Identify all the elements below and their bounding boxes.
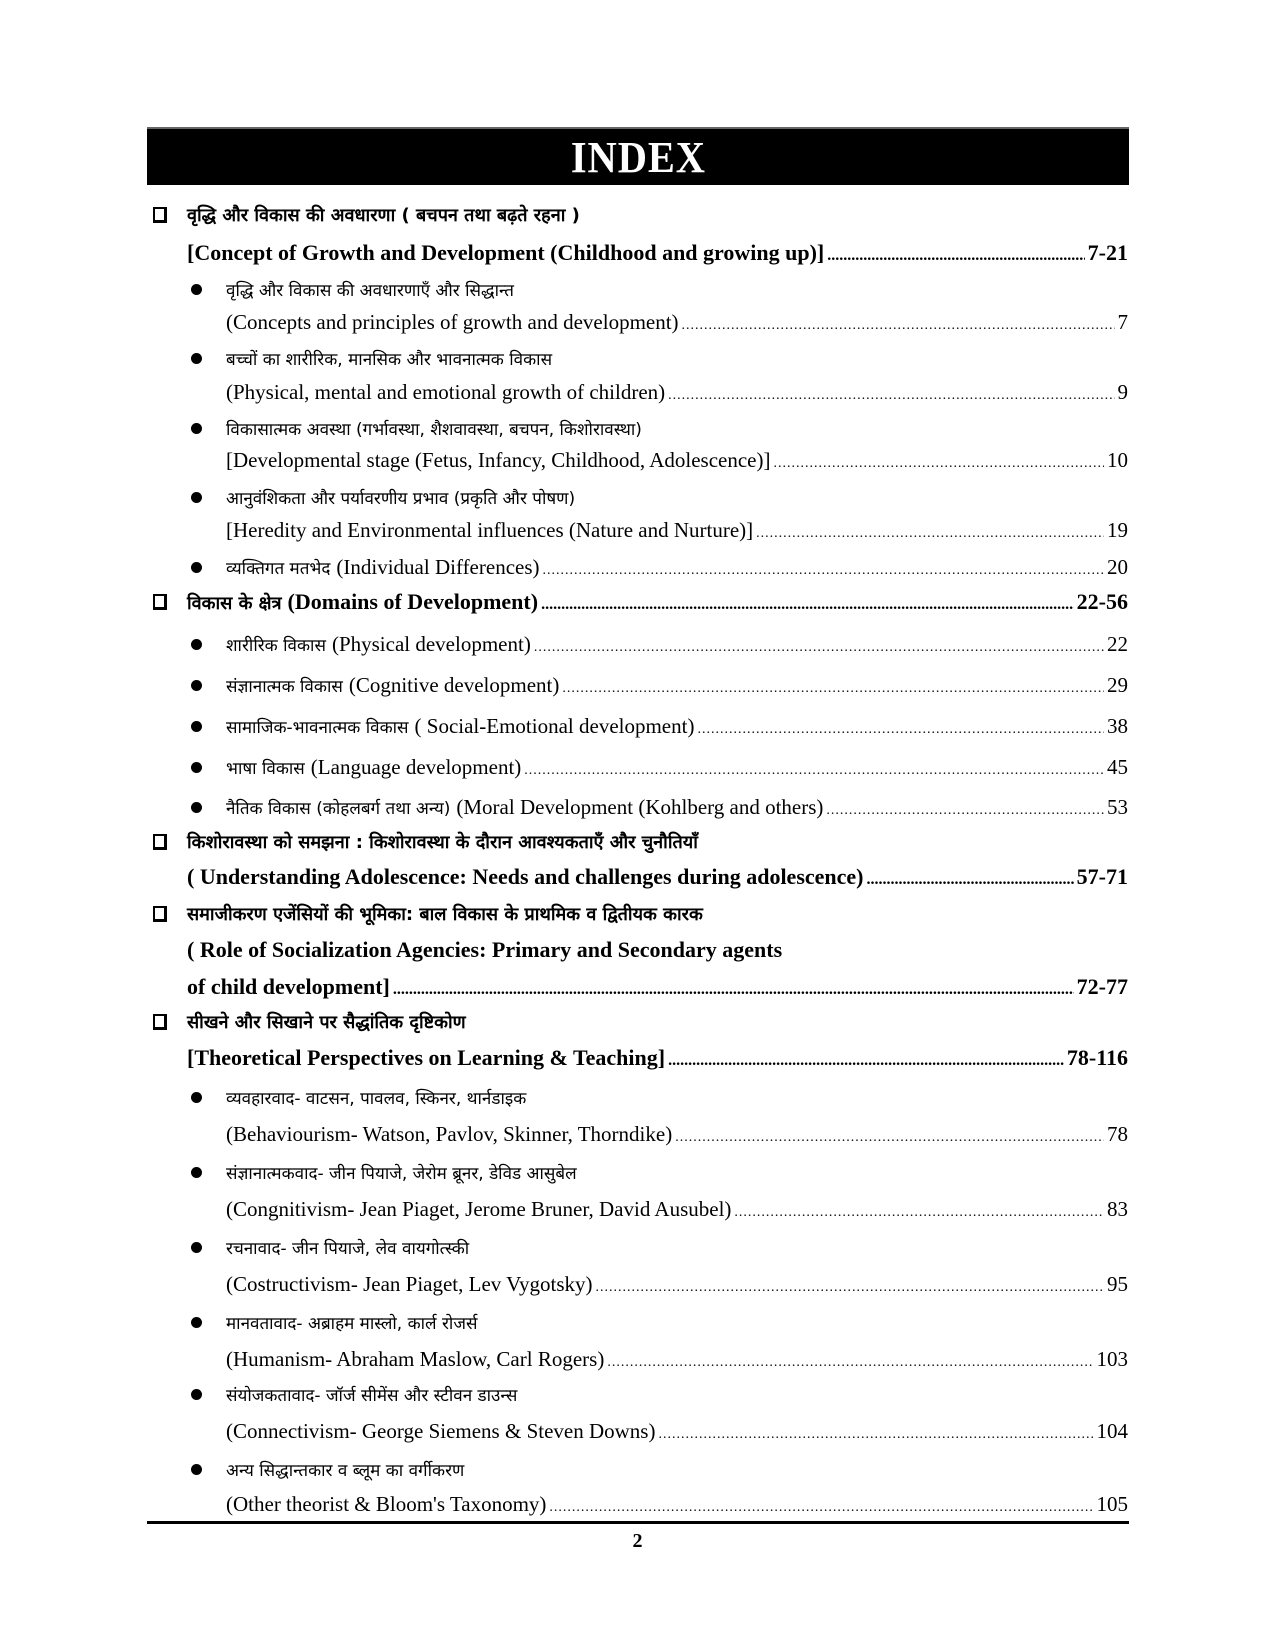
bullet-dot-icon [191, 353, 202, 364]
item-title: (Moral Development (Kohlberg and others) [456, 794, 824, 819]
dot-leader [596, 1280, 1105, 1296]
item-hindi-text: आनुवंशिकता और पर्यावरणीय प्रभाव (प्रकृति और पोषण) [226, 488, 576, 509]
list-item[interactable] [0, 668, 1275, 702]
dot-leader [675, 1130, 1104, 1146]
page-number: 29 [1107, 672, 1128, 697]
dot-leader [534, 640, 1104, 656]
item-hindi-text: व्यवहारवाद- वाटसन, पावलव, स्किनर, थार्नडाइक [226, 1088, 527, 1109]
item-hindi [0, 1452, 1275, 1486]
item-hindi [0, 341, 1275, 375]
page-number: 105 [1096, 1491, 1128, 1516]
list-item[interactable] [0, 1487, 1275, 1521]
bullet-dot-icon [191, 1389, 202, 1400]
item-hindi-text: सामाजिक-भावनात्मक विकास [226, 717, 409, 738]
page-range: 7-21 [1087, 240, 1128, 265]
page-number: 103 [1096, 1346, 1128, 1371]
dot-leader [867, 871, 1074, 889]
checkbox-square-icon [153, 834, 167, 850]
section-entry[interactable] [0, 1041, 1275, 1075]
dot-leader [668, 1052, 1064, 1070]
section-entry[interactable] [0, 860, 1275, 894]
list-item[interactable] [0, 709, 1275, 743]
section-title: (Domains of Development) [287, 589, 539, 614]
item-hindi [0, 1230, 1275, 1264]
bullet-dot-icon [191, 562, 202, 573]
dot-leader [549, 1500, 1093, 1516]
bullet-dot-icon [191, 1092, 202, 1103]
item-title: (Costructivism- Jean Piaget, Lev Vygotsky) [226, 1271, 593, 1296]
page-number: 19 [1107, 517, 1128, 542]
item-hindi-text: अन्य सिद्धान्तकार व ब्लूम का वर्गीकरण [226, 1460, 465, 1481]
item-hindi [0, 411, 1275, 445]
dot-leader [668, 388, 1114, 404]
bullet-dot-icon [191, 423, 202, 434]
item-hindi [0, 480, 1275, 514]
dot-leader [826, 803, 1104, 819]
dot-leader [682, 318, 1115, 334]
list-item[interactable] [0, 1192, 1275, 1226]
item-hindi [0, 1377, 1275, 1411]
list-item[interactable] [0, 1414, 1275, 1448]
list-item[interactable] [0, 790, 1275, 824]
checkbox-square-icon [153, 594, 167, 610]
dot-leader [393, 981, 1074, 999]
dot-leader [756, 526, 1104, 542]
bullet-dot-icon [191, 802, 202, 813]
checkbox-square-icon [153, 207, 167, 223]
dot-leader [658, 1427, 1093, 1443]
section-title: ( Role of Socialization Agencies: Primary and Secondary agents [187, 937, 783, 962]
bullet-dot-icon [191, 680, 202, 691]
item-title: (Humanism- Abraham Maslow, Carl Rogers) [226, 1346, 605, 1371]
page-number: 20 [1107, 554, 1128, 579]
bullet-dot-icon [191, 1464, 202, 1475]
item-hindi-text: वृद्धि और विकास की अवधारणाएँ और सिद्धान्त [226, 280, 514, 301]
dot-leader [524, 763, 1104, 779]
item-title: (Physical, mental and emotional growth of children) [226, 379, 666, 404]
page-number: 78 [1107, 1121, 1128, 1146]
dot-leader [543, 563, 1105, 579]
section-hindi-text: किशोरावस्था को समझना : किशोरावस्था के दौरान आवश्यकताएँ और चुनौतियाँ [187, 832, 698, 853]
dot-leader [773, 456, 1104, 472]
list-item[interactable] [0, 1267, 1275, 1301]
list-item[interactable] [0, 1342, 1275, 1376]
section-title: ( Understanding Adolescence: Needs and challenges during adolescence) [187, 864, 864, 889]
list-item[interactable] [0, 513, 1275, 547]
item-title: (Physical development) [331, 631, 531, 656]
item-title: (Congnitivism- Jean Piaget, Jerome Bruner, David Ausubel) [226, 1196, 732, 1221]
section-hindi-text: समाजीकरण एजेंसियों की भूमिका: बाल विकास के प्राथमिक व द्वितीयक कारक [187, 904, 703, 925]
section-title-line [0, 933, 1275, 967]
item-hindi-text: संज्ञानात्मकवाद- जीन पियाजे, जेरोम ब्रूनर, डेविड आसुबेल [226, 1163, 577, 1184]
item-hindi-text: बच्चों का शारीरिक, मानसिक और भावनात्मक विकास [226, 349, 553, 370]
item-hindi-text: व्यक्तिगत मतभेद [226, 558, 331, 579]
item-hindi-text: रचनावाद- जीन पियाजे, लेव वायगोत्स्की [226, 1238, 470, 1259]
bullet-dot-icon [191, 492, 202, 503]
list-item[interactable] [0, 375, 1275, 409]
page-number: 7 [1117, 309, 1128, 334]
dot-leader [697, 722, 1104, 738]
section-entry[interactable] [0, 585, 1275, 619]
page-number-footer: 2 [632, 1530, 643, 1552]
dot-leader [541, 596, 1074, 614]
item-title: [Heredity and Environmental influences (Nature and Nurture)] [226, 517, 754, 542]
item-hindi-text: मानवतावाद- अब्राहम मास्लो, कार्ल रोजर्स [226, 1313, 478, 1334]
page-number: 53 [1107, 794, 1128, 819]
page-range: 22-56 [1076, 589, 1128, 614]
section-entry[interactable] [0, 970, 1275, 1004]
page-number: 9 [1117, 379, 1128, 404]
bullet-dot-icon [191, 721, 202, 732]
bullet-dot-icon [191, 1242, 202, 1253]
page-number: 10 [1107, 447, 1128, 472]
section-hindi-text: वृद्धि और विकास की अवधारणा ( बचपन तथा बढ़ते रहना ) [187, 205, 580, 226]
item-title: (Concepts and principles of growth and development) [226, 309, 679, 334]
item-title: (Individual Differences) [336, 554, 540, 579]
item-title: [Developmental stage (Fetus, Infancy, Childhood, Adolescence)] [226, 447, 771, 472]
section-heading-hindi [0, 897, 1275, 931]
item-hindi [0, 1305, 1275, 1339]
section-heading-hindi [0, 1005, 1275, 1039]
dot-leader [607, 1355, 1093, 1371]
item-hindi-text: विकासात्मक अवस्था (गर्भावस्था, शैशवावस्था, बचपन, किशोरावस्था) [226, 419, 642, 440]
section-title: [Theoretical Perspectives on Learning & Teaching] [187, 1045, 666, 1070]
list-item[interactable] [0, 1117, 1275, 1151]
page-number: 104 [1096, 1418, 1128, 1443]
list-item[interactable] [0, 305, 1275, 339]
item-hindi [0, 1155, 1275, 1189]
item-title: (Behaviourism- Watson, Pavlov, Skinner, Thorndike) [226, 1121, 673, 1146]
section-heading-hindi [0, 825, 1275, 859]
page-number: 95 [1107, 1271, 1128, 1296]
page-number: 45 [1107, 754, 1128, 779]
bullet-dot-icon [191, 284, 202, 295]
list-item[interactable] [0, 627, 1275, 661]
bullet-dot-icon [191, 762, 202, 773]
page-number: 22 [1107, 631, 1128, 656]
list-item[interactable] [0, 550, 1275, 584]
list-item[interactable] [0, 443, 1275, 477]
bullet-dot-icon [191, 1167, 202, 1178]
checkbox-square-icon [153, 1014, 167, 1030]
page-number: 38 [1107, 713, 1128, 738]
item-hindi [0, 1080, 1275, 1114]
item-hindi-text: संयोजकतावाद- जॉर्ज सीमेंस और स्टीवन डाउन्स [226, 1385, 518, 1406]
item-title: (Other theorist & Bloom's Taxonomy) [226, 1491, 547, 1516]
item-hindi-text: संज्ञानात्मक विकास [226, 676, 343, 697]
dot-leader [562, 681, 1104, 697]
page-number: 83 [1107, 1196, 1128, 1221]
section-hindi-text: सीखने और सिखाने पर सैद्धांतिक दृष्टिकोण [187, 1012, 466, 1033]
item-hindi-text: भाषा विकास [226, 758, 305, 779]
item-hindi-text: नैतिक विकास (कोहलबर्ग तथा अन्य) [226, 798, 451, 819]
item-title: (Connectivism- George Siemens & Steven Downs) [226, 1418, 656, 1443]
item-hindi-text: शारीरिक विकास [226, 635, 326, 656]
index-title-bar [147, 127, 1129, 185]
section-title-cont: of child development] [187, 974, 390, 999]
item-hindi [0, 272, 1275, 306]
list-item[interactable] [0, 750, 1275, 784]
section-entry[interactable] [0, 236, 1275, 270]
page-range: 78-116 [1066, 1045, 1128, 1070]
dot-leader [827, 247, 1084, 265]
bullet-dot-icon [191, 1317, 202, 1328]
page-range: 72-77 [1076, 974, 1128, 999]
item-title: ( Social-Emotional development) [414, 713, 695, 738]
page-title: INDEX [570, 132, 706, 182]
checkbox-square-icon [153, 906, 167, 922]
dot-leader [734, 1205, 1104, 1221]
footer-rule [147, 1521, 1129, 1524]
section-heading-hindi [0, 198, 1275, 232]
section-title: [Concept of Growth and Development (Childhood and growing up)] [187, 240, 825, 265]
item-title: (Cognitive development) [348, 672, 560, 697]
item-title: (Language development) [310, 754, 522, 779]
section-hindi-text: विकास के क्षेत्र [187, 593, 282, 614]
bullet-dot-icon [191, 639, 202, 650]
page-range: 57-71 [1076, 864, 1128, 889]
